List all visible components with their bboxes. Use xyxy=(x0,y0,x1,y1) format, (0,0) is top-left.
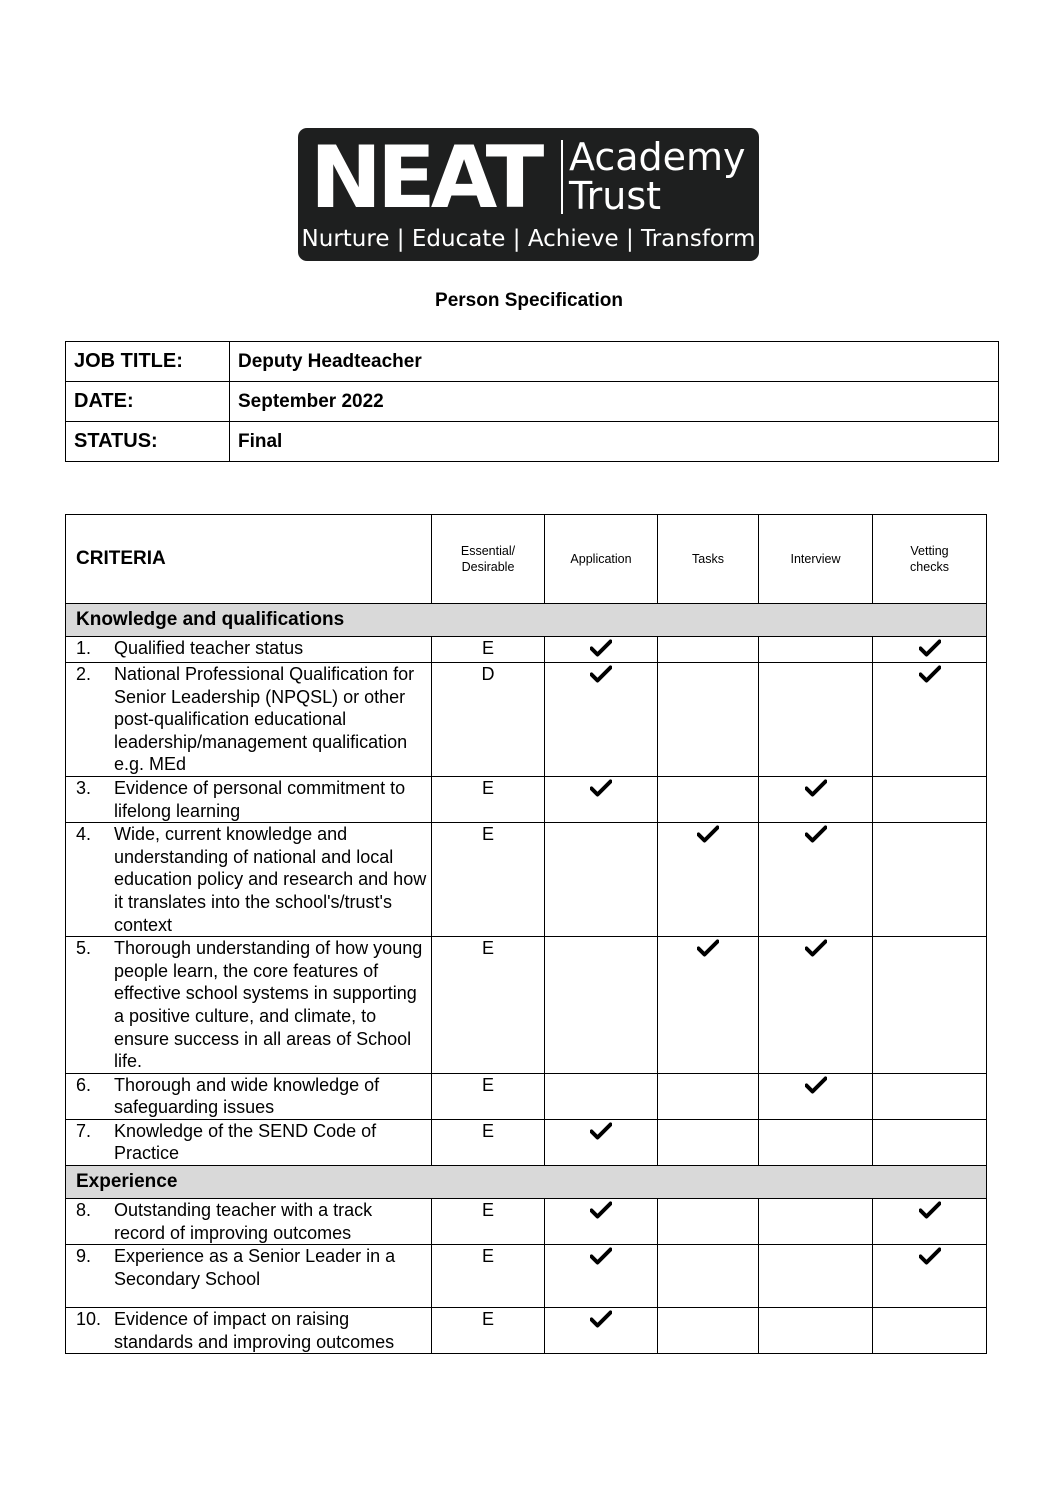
info-row-status xyxy=(66,422,999,462)
criterion-text: Qualified teacher status xyxy=(114,638,304,658)
document-title: Person Specification xyxy=(435,290,623,311)
checkmark-icon xyxy=(590,1201,612,1219)
info-label: JOB TITLE: xyxy=(66,342,230,382)
checkmark-icon xyxy=(590,665,612,683)
interview-cell xyxy=(759,1073,873,1119)
checkmark-icon xyxy=(805,779,827,797)
interview-cell xyxy=(759,637,873,663)
header-criteria: CRITERIA xyxy=(66,515,432,604)
info-row-date xyxy=(66,382,999,422)
essential-desirable-value: E xyxy=(432,937,545,1074)
section-row xyxy=(66,1166,987,1199)
tasks-cell xyxy=(658,776,759,822)
criterion-text: Experience as a Senior Leader in a Secondary School xyxy=(114,1246,396,1289)
interview-cell xyxy=(759,937,873,1074)
criterion-number: 3. xyxy=(76,777,92,798)
criteria-header-row xyxy=(66,515,987,604)
logo-wordmark: NEAT xyxy=(310,128,540,228)
application-cell xyxy=(545,937,658,1074)
vetting-cell xyxy=(873,776,987,822)
info-label: DATE: xyxy=(66,382,230,422)
tasks-cell xyxy=(658,1199,759,1245)
criterion-number: 10. xyxy=(76,1309,102,1330)
vetting-cell xyxy=(873,1308,987,1354)
criterion-cell xyxy=(66,1073,432,1119)
application-cell xyxy=(545,1199,658,1245)
tasks-cell xyxy=(658,823,759,937)
vetting-cell xyxy=(873,1119,987,1165)
essential-desirable-value: E xyxy=(432,1245,545,1308)
criteria-row xyxy=(66,1199,987,1245)
interview-cell xyxy=(759,1245,873,1308)
checkmark-icon xyxy=(697,939,719,957)
info-value: Final xyxy=(230,422,999,462)
criterion-cell xyxy=(66,776,432,822)
logo-line-trust: Trust xyxy=(569,174,662,218)
criterion-number: 5. xyxy=(76,938,92,959)
essential-desirable-value: D xyxy=(432,663,545,777)
criteria-row xyxy=(66,637,987,663)
application-cell xyxy=(545,1119,658,1165)
criteria-row xyxy=(66,823,987,937)
criterion-number: 1. xyxy=(76,638,92,658)
criterion-cell xyxy=(66,1119,432,1165)
checkmark-icon xyxy=(590,1310,612,1328)
header-vetting-line2: checks xyxy=(910,560,949,574)
criterion-text: Evidence of personal commitment to lifelong learning xyxy=(114,777,406,821)
criteria-row xyxy=(66,1073,987,1119)
criterion-text: Thorough and wide knowledge of safeguarding issues xyxy=(114,1074,380,1118)
essential-desirable-value: E xyxy=(432,1119,545,1165)
logo-divider xyxy=(561,140,563,214)
vetting-cell xyxy=(873,663,987,777)
header-essential-line2: Desirable xyxy=(461,560,515,574)
criterion-number: 6. xyxy=(76,1074,92,1095)
application-cell xyxy=(545,776,658,822)
criterion-text: Outstanding teacher with a track record of improving outcomes xyxy=(114,1200,373,1243)
logo-line-academy: Academy xyxy=(569,135,746,179)
header-essential-desirable xyxy=(432,515,545,604)
tasks-cell xyxy=(658,663,759,777)
criterion-cell xyxy=(66,937,432,1074)
essential-desirable-value: E xyxy=(432,1199,545,1245)
tasks-cell xyxy=(658,1119,759,1165)
neat-academy-trust-logo xyxy=(298,128,759,261)
criterion-number: 7. xyxy=(76,1120,92,1141)
checkmark-icon xyxy=(697,825,719,843)
essential-desirable-value: E xyxy=(432,637,545,663)
info-value: September 2022 xyxy=(230,382,999,422)
checkmark-icon xyxy=(590,779,612,797)
application-cell xyxy=(545,1308,658,1354)
criterion-text: Knowledge of the SEND Code of Practice xyxy=(114,1120,377,1164)
interview-cell xyxy=(759,1119,873,1165)
criteria-body xyxy=(66,604,987,1354)
criterion-cell xyxy=(66,637,432,663)
header-application: Application xyxy=(545,515,658,604)
criteria-row xyxy=(66,1245,987,1308)
criterion-cell xyxy=(66,1245,432,1308)
criterion-text: Evidence of impact on raising standards and improving outcomes xyxy=(114,1309,395,1352)
vetting-cell xyxy=(873,937,987,1074)
vetting-cell xyxy=(873,1199,987,1245)
application-cell xyxy=(545,637,658,663)
checkmark-icon xyxy=(590,1122,612,1140)
criterion-number: 8. xyxy=(76,1200,92,1221)
criterion-cell xyxy=(66,823,432,937)
checkmark-icon xyxy=(919,665,941,683)
checkmark-icon xyxy=(805,825,827,843)
criteria-row xyxy=(66,663,987,777)
criterion-cell xyxy=(66,663,432,777)
interview-cell xyxy=(759,1308,873,1354)
tasks-cell xyxy=(658,1073,759,1119)
tasks-cell xyxy=(658,637,759,663)
application-cell xyxy=(545,823,658,937)
header-interview: Interview xyxy=(759,515,873,604)
checkmark-icon xyxy=(919,1201,941,1219)
interview-cell xyxy=(759,1199,873,1245)
section-row xyxy=(66,604,987,637)
interview-cell xyxy=(759,776,873,822)
header-vetting-checks xyxy=(873,515,987,604)
application-cell xyxy=(545,663,658,777)
criterion-text: National Professional Qualification for Senior Leadership (NPQSL) or other post-qualification educational leadership/management qualification e.g. MEd xyxy=(114,664,415,775)
info-value: Deputy Headteacher xyxy=(230,342,999,382)
criterion-cell xyxy=(66,1199,432,1245)
vetting-cell xyxy=(873,637,987,663)
criterion-number: 9. xyxy=(76,1246,92,1267)
logo-tagline: Nurture | Educate | Achieve | Transform xyxy=(301,226,756,252)
section-heading: Experience xyxy=(66,1166,987,1199)
vetting-cell xyxy=(873,823,987,937)
application-cell xyxy=(545,1245,658,1308)
criterion-text: Thorough understanding of how young people learn, the core features of effective school systems in supporting a positive culture, and climate, to ensure success in all areas of School life. xyxy=(114,938,423,1072)
info-label: STATUS: xyxy=(66,422,230,462)
checkmark-icon xyxy=(590,1247,612,1265)
criterion-cell xyxy=(66,1308,432,1354)
criterion-number: 2. xyxy=(76,664,92,684)
criteria-row xyxy=(66,1119,987,1165)
checkmark-icon xyxy=(805,939,827,957)
tasks-cell xyxy=(658,1308,759,1354)
tasks-cell xyxy=(658,1245,759,1308)
application-cell xyxy=(545,1073,658,1119)
checkmark-icon xyxy=(590,639,612,657)
info-row-job-title xyxy=(66,342,999,382)
checkmark-icon xyxy=(805,1076,827,1094)
essential-desirable-value: E xyxy=(432,1073,545,1119)
header-vetting-line1: Vetting xyxy=(910,544,949,558)
vetting-cell xyxy=(873,1245,987,1308)
essential-desirable-value: E xyxy=(432,1308,545,1354)
job-info-table xyxy=(65,341,999,462)
interview-cell xyxy=(759,823,873,937)
criteria-table xyxy=(65,514,987,1354)
header-essential-line1: Essential/ xyxy=(460,544,516,558)
criteria-row xyxy=(66,1308,987,1354)
criterion-number: 4. xyxy=(76,824,92,845)
criterion-text: Wide, current knowledge and understanding of national and local education policy and research and how it translates into the school's/trust's context xyxy=(114,824,427,935)
interview-cell xyxy=(759,663,873,777)
essential-desirable-value: E xyxy=(432,823,545,937)
criteria-row xyxy=(66,937,987,1074)
vetting-cell xyxy=(873,1073,987,1119)
criteria-row xyxy=(66,776,987,822)
essential-desirable-value: E xyxy=(432,776,545,822)
checkmark-icon xyxy=(919,1247,941,1265)
checkmark-icon xyxy=(919,639,941,657)
header-tasks: Tasks xyxy=(658,515,759,604)
section-heading: Knowledge and qualifications xyxy=(66,604,987,637)
tasks-cell xyxy=(658,937,759,1074)
